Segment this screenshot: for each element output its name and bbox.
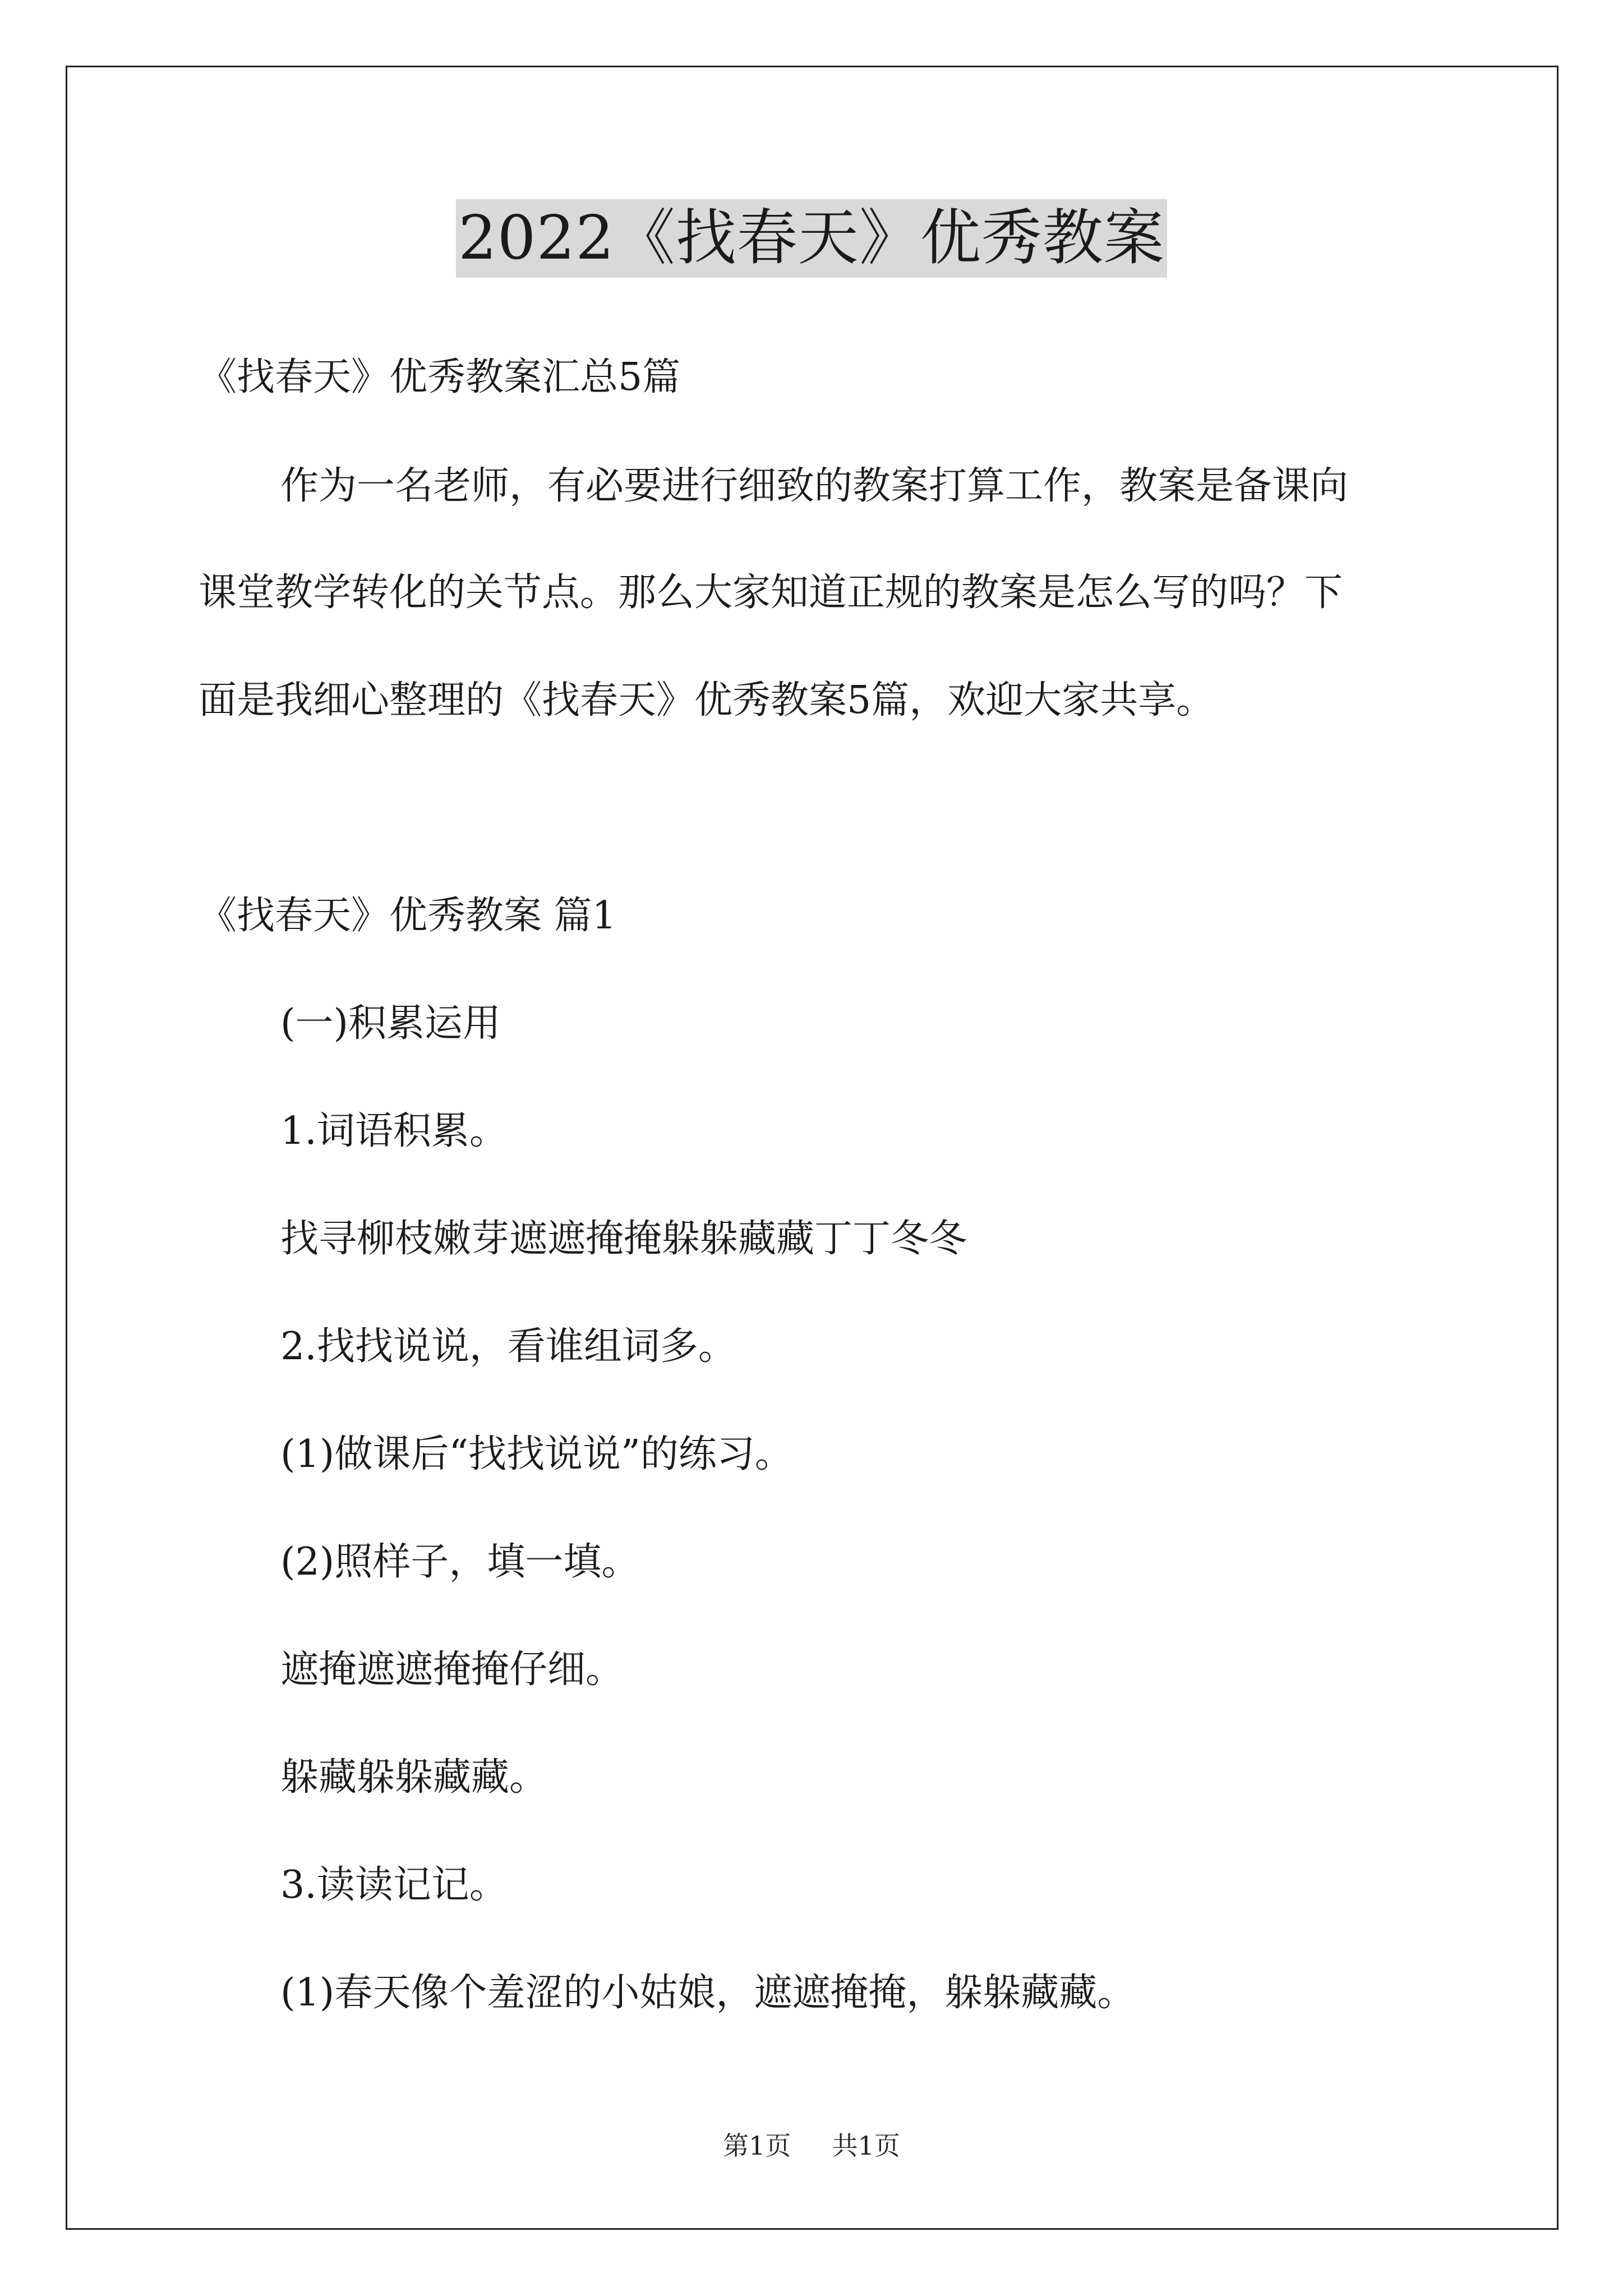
subtitle: 《找春天》优秀教案汇总5篇 xyxy=(199,355,681,399)
page-total: 共1页 xyxy=(832,2131,900,2161)
body-line: 3.读读记记。 xyxy=(280,1863,508,1907)
body-line: 找寻柳枝嫩芽遮遮掩掩躲躲藏藏丁丁冬冬 xyxy=(280,1217,967,1261)
body-line: (1)春天像个羞涩的小姑娘，遮遮掩掩，躲躲藏藏。 xyxy=(280,1971,1136,2015)
page-footer xyxy=(0,2129,1623,2162)
document-title: 2022《找春天》优秀教案 xyxy=(456,199,1167,278)
page-number: 第1页 xyxy=(723,2131,791,2161)
body-line: 遮掩遮遮掩掩仔细。 xyxy=(280,1648,624,1692)
intro-line-2: 课堂教学转化的关节点。那么大家知道正规的教案是怎么写的吗？下 xyxy=(199,570,1343,615)
body-line: 躲藏躲躲藏藏。 xyxy=(280,1755,548,1800)
section-heading: 《找春天》优秀教案 篇1 xyxy=(199,894,616,938)
body-line: 2.找找说说，看谁组词多。 xyxy=(280,1324,736,1369)
intro-line-1: 作为一名老师，有必要进行细致的教案打算工作，教案是备课向 xyxy=(280,464,1349,508)
body-line: (2)照样子，填一填。 xyxy=(280,1540,640,1584)
body-line: (一)积累运用 xyxy=(280,1001,501,1046)
body-line: 1.词语积累。 xyxy=(280,1109,508,1153)
body-line: (1)做课后“找找说说”的练习。 xyxy=(280,1432,793,1476)
intro-line-3: 面是我细心整理的《找春天》优秀教案5篇，欢迎大家共享。 xyxy=(199,678,1215,723)
title-block xyxy=(0,199,1623,278)
